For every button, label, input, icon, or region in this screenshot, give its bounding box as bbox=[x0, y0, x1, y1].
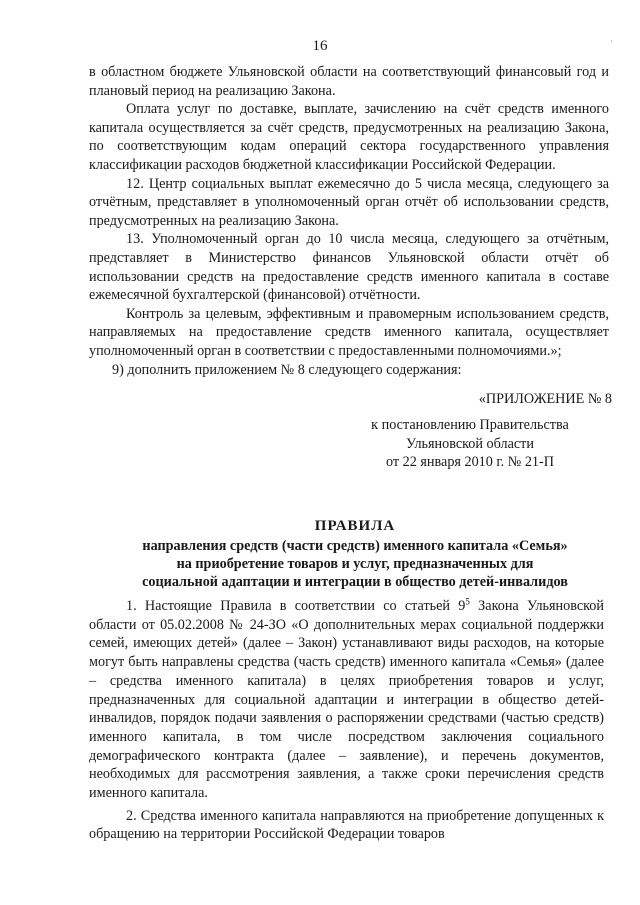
rules-title: ПРАВИЛА bbox=[314, 518, 396, 534]
control-paragraph: Контроль за целевым, эффективным и правомерным использованием средств, направляемых на предоставление средств именного капитала, осуществляет уполномоченный орган в соответствии с предоставленными полномочиями.»; bbox=[89, 305, 609, 359]
appendix-line-2: Ульяновской области bbox=[406, 435, 534, 452]
rules-p1-start: 1. Настоящие Правила в соответствии со статьей 9 bbox=[126, 598, 466, 614]
payment-paragraph: Оплата услуг по доставке, выплате, зачислению на счёт средств именного капитала осуществляется за счёт средств, предусмотренных на реализацию Закона, по соответствующим кодам операций сектора государственного управления классификации расходов бюджетной классификации Российской Федерации. bbox=[89, 101, 609, 173]
appendix-title: «ПРИЛОЖЕНИЕ № 8 bbox=[478, 391, 612, 407]
upper-text-block bbox=[89, 63, 609, 379]
rules-subtitle-line-3: социальной адаптации и интеграции в общество детей-инвалидов bbox=[142, 574, 568, 590]
rules-paragraph-2: 2. Средства именного капитала направляются на приобретение допущенных к обращению на территории Российской Федерации товаров bbox=[89, 807, 604, 843]
article-superscript: 5 bbox=[465, 596, 470, 607]
item-9-paragraph: 9) дополнить приложением № 8 следующего содержания: bbox=[112, 361, 462, 378]
item-12-paragraph: 12. Центр социальных выплат ежемесячно до 5 числа месяца, следующего за отчётным, представляет в уполномоченный орган отчёт об использовании средств, предусмотренных на реализацию Закона. bbox=[89, 175, 609, 229]
page-number: 16 bbox=[312, 38, 328, 54]
rules-subtitle-line-1: направления средств (части средств) именного капитала «Семья» bbox=[142, 538, 568, 554]
item-13-paragraph: 13. Уполномоченный орган до 10 числа месяца, следующего за отчётным, представляет в Министерство финансов Ульяновской области отчёт об использовании средств на предоставление средств именного капитала в составе ежемесячной бухгалтерской (финансовой) отчётности. bbox=[89, 231, 609, 304]
rules-p1-rest: Закона Ульяновской области от 05.02.2008 № 24-ЗО «О дополнительных мерах социальной поддержки семей, имеющих детей» (далее – Закон) устанавливают виды расходов, на которые могут быть направлены средства (часть средств) именного капитала «Семья» (далее – средства именного капитала) в целях приобретения товаров и услуг, предназначенных для социальной адаптации и интеграции в общество детей-инвалидов, порядок подачи заявления о распоряжении средствами (частью средств) именного капитала, в том числе посредством заключения социального демографического контракта (далее – заявление), и перечень документов, необходимых для рассмотрения заявления, а также сроки перечисления средств именного капитала. bbox=[89, 598, 604, 802]
appendix-line-3: от 22 января 2010 г. № 21-П bbox=[386, 454, 554, 471]
rules-paragraph-1 bbox=[89, 597, 604, 803]
rules-subtitle bbox=[60, 537, 640, 591]
appendix-reference bbox=[340, 416, 600, 472]
appendix-line-1: к постановлению Правительства bbox=[371, 417, 569, 433]
rules-subtitle-line-2: на приобретение товаров и услуг, предназначенных для bbox=[176, 556, 534, 572]
rules-body bbox=[89, 597, 604, 844]
scan-mark: · bbox=[610, 36, 613, 46]
continuation-paragraph: в областном бюджете Ульяновской области на соответствующий финансовый год и плановый период на реализацию Закона. bbox=[89, 64, 609, 99]
